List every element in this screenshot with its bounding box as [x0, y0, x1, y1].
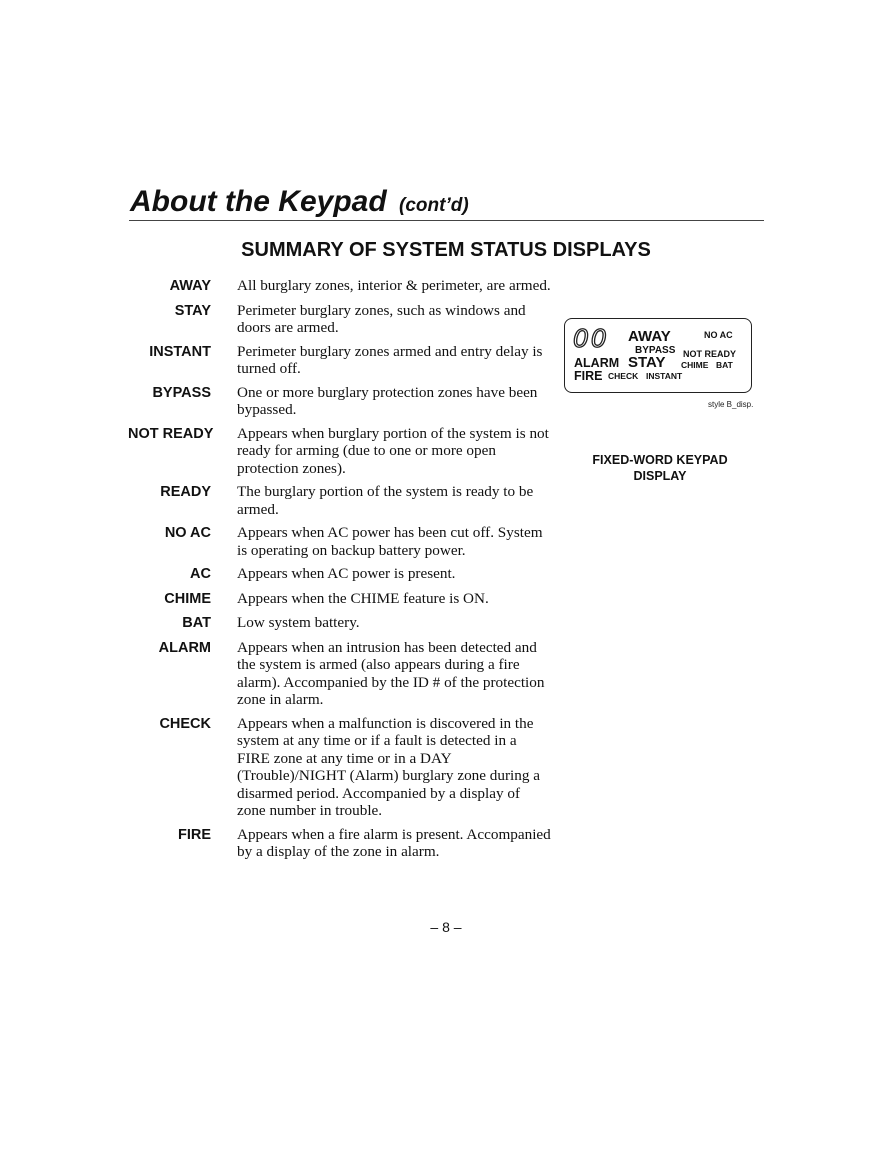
figure-caption: FIXED-WORD KEYPAD DISPLAY — [592, 453, 728, 483]
status-description: Appears when an intrusion has been detected and the system is armed (also appears during a fire alarm). Accompanied by the ID # of the protection zone in alarm. — [237, 638, 545, 708]
status-row — [128, 826, 558, 861]
title-divider — [129, 220, 764, 221]
status-term: AWAY — [169, 278, 211, 294]
status-description: Appears when AC power is present. — [237, 565, 456, 582]
keypad-word-bat: BAT — [716, 360, 733, 370]
keypad-display-illustration — [564, 318, 752, 393]
keypad-word-fire: FIRE — [574, 369, 603, 383]
figure-style-label: style B_disp. — [708, 400, 754, 409]
page-title-text: About the Keypad — [130, 185, 387, 218]
keypad-word-stay: STAY — [628, 354, 666, 371]
status-row — [128, 343, 558, 378]
page-subtitle: (cont’d) — [399, 195, 469, 216]
status-description: Appears when the CHIME feature is ON. — [237, 589, 489, 607]
status-term: NOT READY — [128, 425, 214, 442]
section-heading: SUMMARY OF SYSTEM STATUS DISPLAYS — [241, 239, 651, 261]
keypad-word-check: CHECK — [608, 371, 639, 381]
status-description: Perimeter burglary zones, such as windows and doors are armed. — [237, 301, 526, 336]
status-term: READY — [160, 484, 211, 500]
keypad-word-no-ac: NO AC — [704, 330, 733, 340]
keypad-word-bypass: BYPASS — [635, 345, 676, 356]
page-number: – 8 – — [430, 919, 462, 935]
status-term: AC — [190, 566, 211, 582]
keypad-word-away: AWAY — [628, 328, 671, 345]
status-row — [128, 565, 558, 584]
status-description: Appears when AC power has been cut off. System is operating on backup battery power. — [237, 524, 543, 559]
status-term: INSTANT — [149, 343, 211, 360]
status-row — [128, 524, 558, 559]
page-title — [130, 184, 469, 224]
status-term: BAT — [182, 615, 211, 631]
status-term: CHECK — [159, 715, 211, 732]
status-description: Appears when a malfunction is discovered in the system at any time or if a fault is detected in a FIRE zone at any time or in a DAY (Trouble)/NIGHT (Alarm) burglary zone during a disarmed period. Accompanied by a display of zone number in trouble. — [237, 714, 540, 819]
status-description: Low system battery. — [237, 614, 360, 631]
status-term: STAY — [174, 302, 211, 319]
status-term: ALARM — [158, 639, 211, 656]
status-term: CHIME — [164, 590, 211, 607]
status-row — [128, 425, 558, 478]
status-row — [128, 639, 558, 709]
keypad-word-not-ready: NOT READY — [683, 349, 737, 359]
keypad-word-instant: INSTANT — [646, 371, 683, 381]
status-term: BYPASS — [152, 384, 211, 401]
status-list — [128, 277, 558, 867]
status-row — [128, 614, 558, 633]
status-description: Perimeter burglary zones armed and entry delay is turned off. — [237, 342, 543, 377]
status-row — [128, 277, 558, 296]
status-description: All burglary zones, interior & perimeter, are armed. — [237, 277, 551, 294]
status-term: NO AC — [164, 525, 211, 541]
keypad-word-chime: CHIME — [681, 360, 709, 370]
status-row — [128, 590, 558, 609]
keypad-word-alarm: ALARM — [574, 356, 620, 370]
status-row — [128, 715, 558, 820]
status-description: Appears when a fire alarm is present. Accompanied by a display of the zone in alarm. — [237, 825, 551, 860]
keypad-zone-digits: 00 — [573, 324, 609, 353]
status-row — [128, 302, 558, 337]
status-description: One or more burglary protection zones have been bypassed. — [237, 383, 538, 418]
status-term: FIRE — [177, 826, 211, 843]
status-description: Appears when burglary portion of the system is not ready for arming (due to one or more open protection zones). — [237, 424, 549, 477]
status-description: The burglary portion of the system is ready to be armed. — [237, 483, 534, 518]
status-row — [128, 384, 558, 419]
status-row — [128, 483, 558, 518]
